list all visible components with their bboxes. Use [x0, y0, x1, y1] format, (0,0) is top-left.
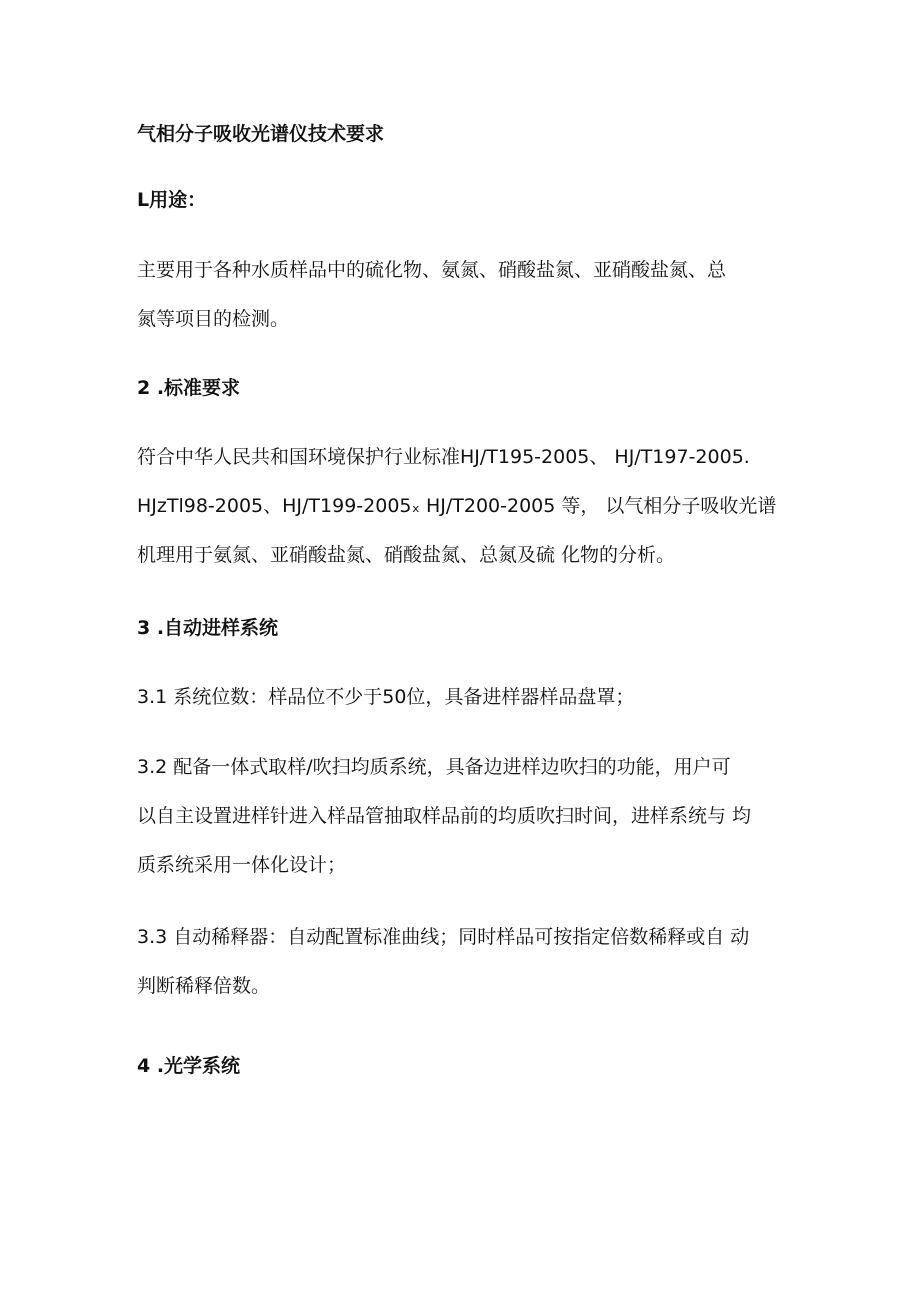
text-line: 以自主设置进样针进入样品管抽取样品前的均质吹扫时间，进样系统与 均 [137, 805, 752, 827]
paragraph-item-3-3 [137, 913, 797, 1011]
text-line: 3.2 配备一体式取样/吹扫均质系统，具备边进样边吹扫的功能，用户可 [137, 756, 731, 778]
title-text: 气相分子吸收光谱仪技术要求 [137, 123, 385, 145]
document-title [137, 110, 797, 159]
section-heading-autosampler [137, 604, 797, 653]
section-heading-usage [137, 176, 797, 225]
section-heading-optics [137, 1042, 797, 1091]
text-line: HJzTl98-2005、HJ/T199-2005ₓ HJ/T200-2005 等， 以气相分子吸收光谱 [137, 495, 777, 517]
heading-text: L用途： [137, 189, 207, 211]
text-line: 符合中华人民共和国环境保护行业标准HJ/T195-2005、 HJ/T197-2005. [137, 446, 750, 468]
paragraph-item-3-1 [137, 673, 797, 722]
text-line: 质系统采用一体化设计； [137, 854, 347, 876]
heading-text: 2 .标准要求 [137, 377, 241, 399]
heading-text: 3 .自动进样系统 [137, 617, 279, 639]
paragraph-standard [137, 433, 797, 580]
text-line: 机理用于氨氮、亚硝酸盐氮、硝酸盐氮、总氮及硫 化物的分析。 [137, 544, 676, 566]
text-line: 3.1 系统位数：样品位不少于50位，具备进样器样品盘罩； [137, 686, 635, 708]
paragraph-item-3-2 [137, 743, 797, 890]
text-line: 判断稀释倍数。 [137, 975, 271, 997]
text-line: 氮等项目的检测。 [137, 308, 290, 330]
section-heading-standard [137, 364, 797, 413]
paragraph-usage [137, 246, 797, 344]
text-line: 主要用于各种水质样品中的硫化物、氨氮、硝酸盐氮、亚硝酸盐氮、总 [137, 259, 727, 281]
heading-text: 4 .光学系统 [137, 1055, 241, 1077]
text-line: 3.3 自动稀释器：自动配置标准曲线；同时样品可按指定倍数稀释或自 动 [137, 926, 750, 948]
